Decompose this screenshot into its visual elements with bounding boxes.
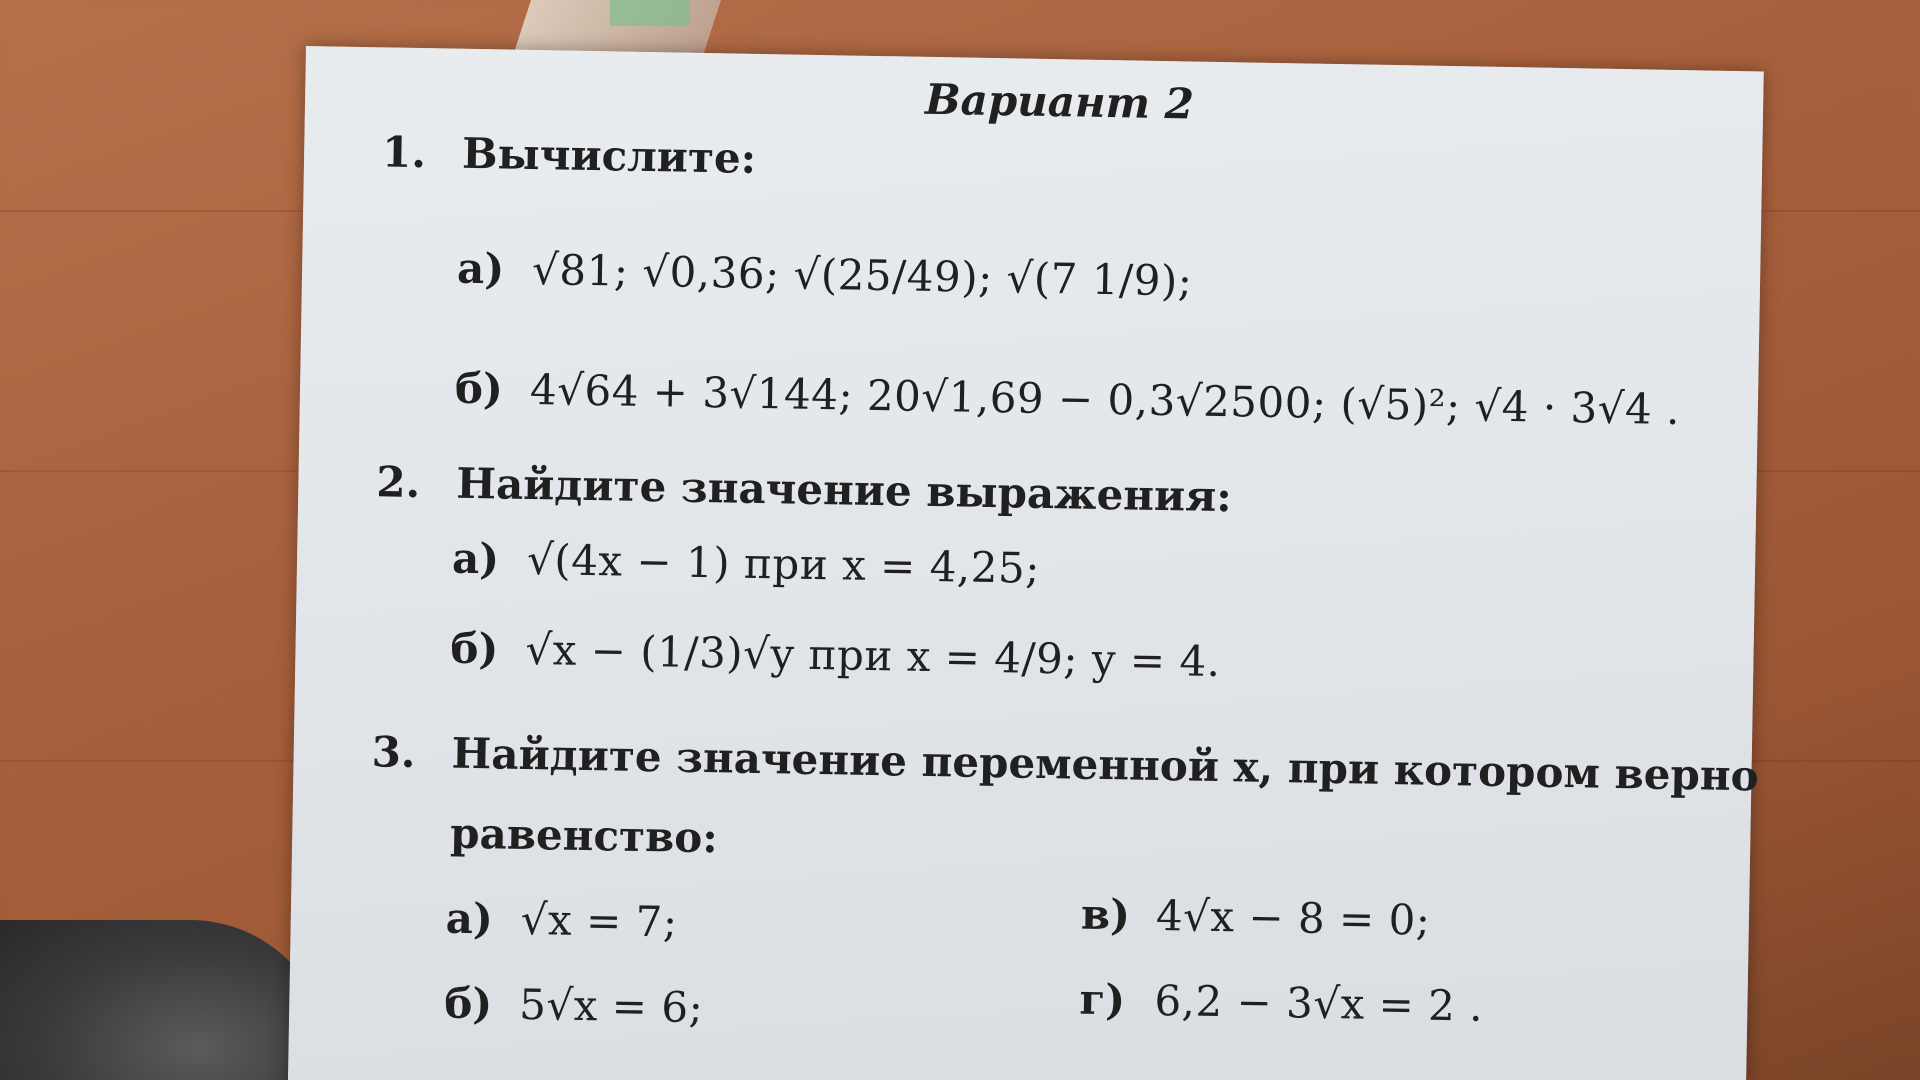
task3-item-g [1079,975,1483,1031]
task3-number: 3. [371,727,416,778]
task1-heading: Вычислите: [461,128,757,183]
worksheet-paper [288,46,1764,1080]
task2-header [376,457,1232,521]
task1-a-expression: √81; √0,36; √(25/49); √(7 1/9); [531,244,1193,306]
task3-a-expression: √x = 7; [520,894,678,947]
fabric-corner [0,920,330,1080]
task1-a-label: а) [456,243,505,294]
task3-g-label: г) [1079,974,1126,1025]
task2-a-label: а) [451,533,500,584]
task3-heading-continued [450,809,718,863]
task1-number: 1. [381,127,427,178]
task3-b-expression: 5√x = 6; [518,979,704,1033]
task2-heading: Найдите значение выражения: [455,458,1233,522]
task3-g-expression: 6,2 − 3√x = 2 . [1154,975,1484,1031]
task2-item-a [452,534,1041,593]
task3-item-a [445,894,678,947]
task2-b-label: б) [450,623,499,674]
task1-item-a [457,244,1193,306]
task1-b-expression: 4√64 + 3√144; 20√1,69 − 0,3√2500; (√5)²; √4 · 3√4 . [529,364,1681,435]
task3-item-v [1081,890,1431,945]
task1-header [382,127,757,183]
task1-b-label: б) [454,363,504,414]
task3-a-label: а) [445,893,494,944]
task2-a-expression: √(4x − 1) при x = 4,25; [526,534,1041,593]
task3-heading-cont: равенство: [449,808,719,863]
task3-b-label: б) [443,978,493,1029]
task1-item-b [455,364,1681,434]
task3-header [371,727,1759,800]
task2-item-b [450,624,1221,686]
task2-b-expression: √x − (1/3)√y при x = 4/9; y = 4. [525,624,1221,687]
task3-heading: Найдите значение переменной x, при котором верно [451,728,1760,801]
worksheet-title: Вариант 2 [924,74,1195,129]
task3-v-expression: 4√x − 8 = 0; [1155,890,1431,945]
tape-sticker [610,0,690,26]
task3-v-label: в) [1080,889,1131,940]
task3-item-b [444,979,704,1033]
task2-number: 2. [375,457,421,508]
